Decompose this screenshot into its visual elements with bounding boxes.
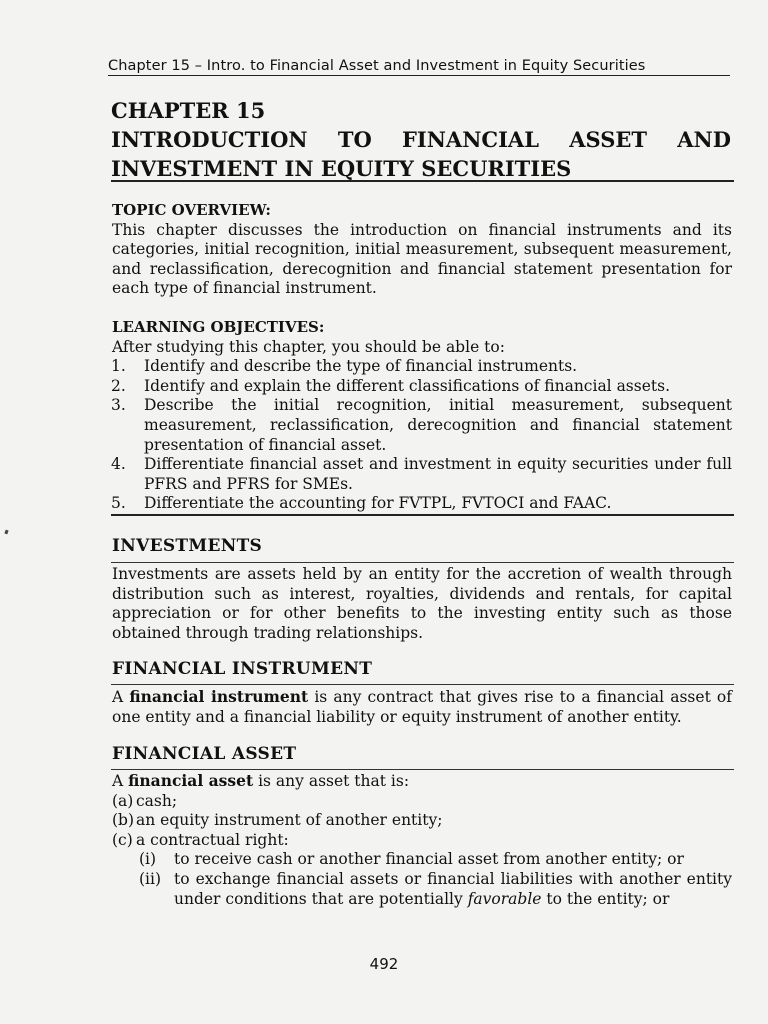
list-number: 4.: [111, 455, 126, 474]
definition-rest: is any contract that gives rise to a financial asset of one entity and a financial liability or equity instrument of another entity.: [112, 688, 732, 726]
investments-section: [112, 537, 732, 557]
chapter-title-line-2: [111, 125, 731, 154]
item-label: (ii): [139, 869, 162, 888]
list-number: 5.: [111, 494, 126, 513]
topic-overview-section: [112, 201, 732, 299]
financial-asset-heading: FINANCIAL ASSET: [112, 744, 297, 764]
item-label: (c): [112, 830, 133, 849]
financial-instrument-definition: [112, 687, 732, 727]
item-label: (b): [112, 811, 135, 830]
financial-instrument-heading: FINANCIAL INSTRUMENT: [112, 659, 373, 679]
financial-asset-section: [112, 745, 732, 765]
financial-asset-rule: [111, 769, 734, 770]
list-text: Describe the initial recognition, initial measurement, subsequent measurement, reclassification, derecognition and financial statement presentation of financial asset.: [144, 396, 732, 454]
definition-lead: A: [112, 772, 129, 790]
list-item: [111, 396, 732, 455]
list-item: [139, 850, 732, 870]
list-item: [111, 494, 732, 514]
financial-asset-definition: [112, 771, 732, 792]
objectives-list: [111, 357, 732, 514]
item-label: (a): [112, 791, 134, 810]
list-number: 2.: [111, 376, 126, 395]
title-word: ASSET: [569, 127, 648, 152]
item-text: an equity instrument of another entity;: [136, 811, 443, 830]
financial-instrument-section: [112, 660, 732, 680]
learning-objectives-intro: After studying this chapter, you should be able to:: [112, 337, 505, 356]
financial-asset-body: [112, 771, 732, 909]
chapter-number: CHAPTER 15: [111, 98, 266, 123]
learning-objectives-section: [112, 318, 732, 514]
title-word: FINANCIAL: [401, 127, 539, 152]
investments-body: [112, 565, 732, 643]
defined-term: financial instrument: [129, 687, 309, 706]
item-text: to receive cash or another financial asset from another entity; or: [174, 850, 684, 869]
list-text: Differentiate the accounting for FVTPL, FVTOCI and FAAC.: [144, 494, 612, 513]
list-item: [112, 831, 732, 851]
contractual-right-sublist: [139, 850, 732, 909]
list-text: Differentiate financial asset and investment in equity securities under full PFRS and PFRS for SMEs.: [144, 455, 732, 493]
item-text-pre: to exchange financial assets or financial liabilities with another entity under conditions that are potentially: [174, 869, 732, 908]
list-item: [111, 455, 732, 494]
asset-criteria-list: [112, 792, 732, 851]
list-item: [139, 870, 732, 909]
defined-term: financial asset: [128, 771, 254, 790]
item-text: a contractual right:: [136, 830, 289, 849]
definition-rest: is any asset that is:: [253, 772, 410, 790]
emphasized-word: favorable: [467, 889, 542, 908]
investments-text: Investments are assets held by an entity for the accretion of wealth through distribution such as interest, royalties, dividends and rentals, for capital appreciation or for other benefits to the investing entity such as those obtained through trading relationships.: [112, 565, 732, 642]
list-item: [112, 792, 732, 812]
title-word: TO: [337, 127, 372, 152]
list-item: [111, 357, 732, 377]
item-text: cash;: [136, 791, 178, 810]
list-number: 3.: [111, 396, 126, 415]
financial-instrument-rule: [111, 684, 734, 685]
definition-lead: A: [112, 688, 130, 706]
title-rule: [111, 180, 734, 182]
chapter-title: [111, 96, 731, 183]
list-item: [112, 811, 732, 831]
scan-speck: [4, 530, 8, 535]
financial-instrument-body: [112, 687, 732, 727]
investments-rule: [111, 562, 734, 563]
running-header: Chapter 15 – Intro. to Financial Asset and Investment in Equity Securities: [108, 58, 730, 76]
topic-overview-text: This chapter discusses the introduction on financial instruments and its categories, initial recognition, initial measurement, subsequent measurement, and reclassification, derecognition and financial statement presentation for each type of financial instrument.: [112, 220, 732, 298]
learning-objectives-heading: LEARNING OBJECTIVES:: [112, 318, 325, 336]
item-label: (i): [139, 850, 157, 869]
page-number: 492: [369, 955, 399, 973]
list-text: Identify and explain the different classifications of financial assets.: [144, 376, 671, 395]
investments-heading: INVESTMENTS: [112, 536, 263, 556]
objectives-rule: [111, 514, 734, 516]
list-number: 1.: [111, 357, 126, 376]
topic-overview-heading: TOPIC OVERVIEW:: [112, 201, 271, 219]
list-text: Identify and describe the type of financial instruments.: [144, 357, 578, 376]
item-text-post: to the entity; or: [541, 889, 670, 908]
list-item: [111, 377, 732, 397]
chapter-title-line-3: INVESTMENT IN EQUITY SECURITIES: [111, 156, 572, 181]
title-word: INTRODUCTION: [111, 127, 308, 152]
title-word: AND: [677, 127, 731, 152]
